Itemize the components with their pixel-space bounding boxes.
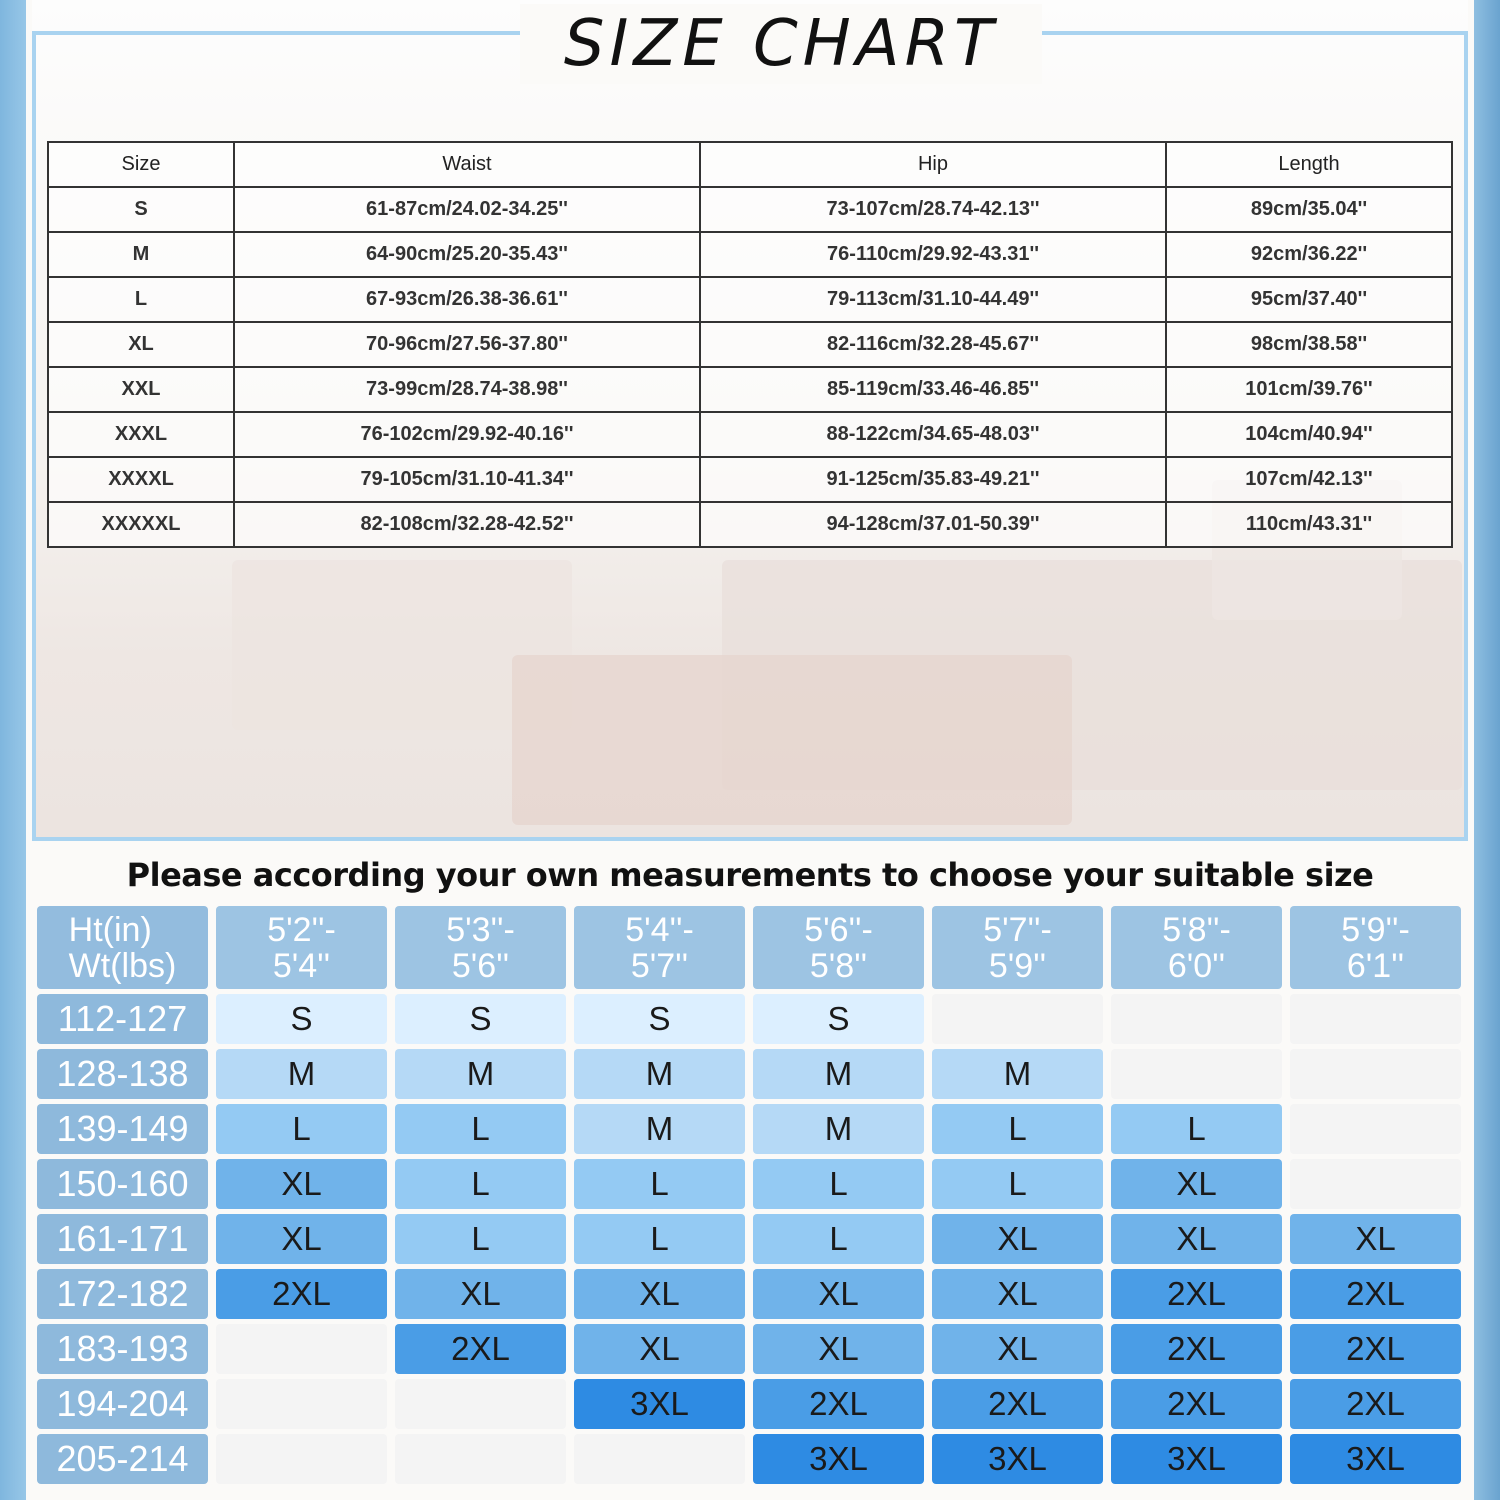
weight-label: 112-127 (37, 994, 208, 1044)
frame-line-right (1464, 31, 1468, 841)
size-recommendation-cell: L (216, 1104, 387, 1154)
size-recommendation-cell: XL (753, 1269, 924, 1319)
size-recommendation-cell: M (574, 1049, 745, 1099)
size-recommendation-cell: L (753, 1214, 924, 1264)
hip-cell: 91-125cm/35.83-49.21'' (700, 457, 1166, 502)
empty-cell (395, 1434, 566, 1484)
header-length: Length (1166, 142, 1452, 187)
size-recommendation-cell: S (753, 994, 924, 1044)
weight-label: 161-171 (37, 1214, 208, 1264)
size-recommendation-cell: S (395, 994, 566, 1044)
page-title: SIZE CHART (520, 4, 1042, 84)
size-cell: XXXXL (48, 457, 234, 502)
height-header-text (1162, 912, 1231, 984)
size-recommendation-cell: L (395, 1214, 566, 1264)
size-recommendation-cell: L (395, 1159, 566, 1209)
size-recommendation-cell: S (574, 994, 745, 1044)
size-recommendation-cell: 3XL (1290, 1434, 1461, 1484)
empty-cell (216, 1379, 387, 1429)
size-chart-page (26, 0, 1474, 1500)
height-header-line: 5'3''- (446, 910, 515, 949)
weight-label: 139-149 (37, 1104, 208, 1154)
height-header (574, 906, 745, 989)
height-header-line: 5'4'' (272, 946, 331, 985)
grid-corner-label (37, 906, 208, 989)
frame-line-top-left (32, 31, 520, 35)
height-header (1111, 906, 1282, 989)
header-size: Size (48, 142, 234, 187)
height-header (1290, 906, 1461, 989)
size-recommendation-cell: XL (753, 1324, 924, 1374)
hip-cell: 79-113cm/31.10-44.49'' (700, 277, 1166, 322)
hip-cell: 88-122cm/34.65-48.03'' (700, 412, 1166, 457)
height-header-line: 5'2''- (267, 910, 336, 949)
height-header-line: 5'6'' (451, 946, 510, 985)
empty-cell (1111, 994, 1282, 1044)
frame-line-top-right (1042, 31, 1468, 35)
hip-cell: 85-119cm/33.46-46.85'' (700, 367, 1166, 412)
height-header-line: 5'8'' (809, 946, 868, 985)
height-weight-grid (37, 906, 1461, 1484)
height-header-line: 5'7'' (630, 946, 689, 985)
size-recommendation-cell: 2XL (1290, 1324, 1461, 1374)
corner-weight-label: Wt(lbs) (68, 946, 177, 985)
size-recommendation-cell: 2XL (1111, 1269, 1282, 1319)
waist-cell: 70-96cm/27.56-37.80'' (234, 322, 700, 367)
size-recommendation-cell: XL (1111, 1159, 1282, 1209)
size-recommendation-cell: 3XL (753, 1434, 924, 1484)
height-header-text (983, 912, 1052, 984)
table-row (48, 277, 1452, 322)
height-header-text (446, 912, 515, 984)
weight-label: 183-193 (37, 1324, 208, 1374)
size-recommendation-cell: XL (932, 1214, 1103, 1264)
frame-line-left (32, 31, 36, 841)
size-recommendation-cell: L (932, 1104, 1103, 1154)
size-recommendation-cell: L (753, 1159, 924, 1209)
size-recommendation-cell: 3XL (1111, 1434, 1282, 1484)
size-recommendation-cell: M (932, 1049, 1103, 1099)
size-recommendation-cell: 2XL (932, 1379, 1103, 1429)
height-header-line: 5'4''- (625, 910, 694, 949)
size-recommendation-cell: 2XL (1111, 1324, 1282, 1374)
frame-line-bottom (32, 837, 1468, 841)
size-recommendation-cell: L (1111, 1104, 1282, 1154)
size-recommendation-cell: 2XL (753, 1379, 924, 1429)
length-cell: 101cm/39.76'' (1166, 367, 1452, 412)
height-header-line: 5'8''- (1162, 910, 1231, 949)
table-row (48, 367, 1452, 412)
size-cell: XXL (48, 367, 234, 412)
empty-cell (1290, 1049, 1461, 1099)
header-hip: Hip (700, 142, 1166, 187)
size-recommendation-cell: 2XL (1111, 1379, 1282, 1429)
corner-height-label: Ht(in) (68, 910, 152, 949)
size-recommendation-cell: 3XL (932, 1434, 1103, 1484)
size-recommendation-cell: L (395, 1104, 566, 1154)
weight-label: 205-214 (37, 1434, 208, 1484)
table-row (48, 232, 1452, 277)
waist-cell: 76-102cm/29.92-40.16'' (234, 412, 700, 457)
height-header-line: 5'9''- (1341, 910, 1410, 949)
height-header-line: 5'6''- (804, 910, 873, 949)
size-recommendation-cell: XL (216, 1159, 387, 1209)
size-cell: L (48, 277, 234, 322)
size-recommendation-cell: L (574, 1159, 745, 1209)
size-recommendation-cell: XL (216, 1214, 387, 1264)
instruction-text: Please according your own measurements to choose your suitable size (126, 856, 1374, 894)
weight-label: 128-138 (37, 1049, 208, 1099)
waist-cell: 82-108cm/32.28-42.52'' (234, 502, 700, 547)
weight-label: 194-204 (37, 1379, 208, 1429)
waist-cell: 67-93cm/26.38-36.61'' (234, 277, 700, 322)
size-cell: XL (48, 322, 234, 367)
hip-cell: 76-110cm/29.92-43.31'' (700, 232, 1166, 277)
empty-cell (574, 1434, 745, 1484)
size-recommendation-cell: XL (932, 1269, 1103, 1319)
size-recommendation-cell: L (574, 1214, 745, 1264)
measurement-table-body (48, 187, 1452, 547)
size-recommendation-cell: S (216, 994, 387, 1044)
size-cell: M (48, 232, 234, 277)
height-header (216, 906, 387, 989)
coffee-table-shape (512, 655, 1072, 825)
size-recommendation-cell: XL (932, 1324, 1103, 1374)
size-recommendation-cell: 2XL (1290, 1379, 1461, 1429)
size-recommendation-cell: M (216, 1049, 387, 1099)
height-header (932, 906, 1103, 989)
size-recommendation-cell: XL (574, 1324, 745, 1374)
length-cell: 104cm/40.94'' (1166, 412, 1452, 457)
size-recommendation-cell: 3XL (574, 1379, 745, 1429)
height-header (395, 906, 566, 989)
size-recommendation-cell: 2XL (1290, 1269, 1461, 1319)
height-header-line: 6'0'' (1167, 946, 1226, 985)
height-header-line: 5'9'' (988, 946, 1047, 985)
length-cell: 92cm/36.22'' (1166, 232, 1452, 277)
height-header-text (1341, 912, 1410, 984)
size-recommendation-cell: XL (574, 1269, 745, 1319)
length-cell: 98cm/38.58'' (1166, 322, 1452, 367)
size-cell: XXXXXL (48, 502, 234, 547)
waist-cell: 64-90cm/25.20-35.43'' (234, 232, 700, 277)
table-row (48, 187, 1452, 232)
waist-cell: 73-99cm/28.74-38.98'' (234, 367, 700, 412)
table-row (48, 412, 1452, 457)
waist-cell: 79-105cm/31.10-41.34'' (234, 457, 700, 502)
height-header-text (804, 912, 873, 984)
size-recommendation-cell: L (932, 1159, 1103, 1209)
size-cell: S (48, 187, 234, 232)
empty-cell (395, 1379, 566, 1429)
weight-label: 172-182 (37, 1269, 208, 1319)
size-cell: XXXL (48, 412, 234, 457)
length-cell: 89cm/35.04'' (1166, 187, 1452, 232)
height-header-line: 5'7''- (983, 910, 1052, 949)
size-recommendation-cell: M (574, 1104, 745, 1154)
size-recommendation-cell: XL (1111, 1214, 1282, 1264)
empty-cell (216, 1324, 387, 1374)
height-header (753, 906, 924, 989)
header-waist: Waist (234, 142, 700, 187)
height-header-line: 6'1'' (1346, 946, 1405, 985)
empty-cell (1290, 994, 1461, 1044)
height-header-text (625, 912, 694, 984)
size-recommendation-cell: M (753, 1049, 924, 1099)
empty-cell (1290, 1159, 1461, 1209)
size-recommendation-cell: XL (395, 1269, 566, 1319)
table-row (48, 457, 1452, 502)
empty-cell (1290, 1104, 1461, 1154)
empty-cell (932, 994, 1103, 1044)
size-recommendation-cell: XL (1290, 1214, 1461, 1264)
measurement-table-header-row (48, 142, 1452, 187)
empty-cell (1111, 1049, 1282, 1099)
empty-cell (216, 1434, 387, 1484)
length-cell: 107cm/42.13'' (1166, 457, 1452, 502)
height-header-text (267, 912, 336, 984)
length-cell: 110cm/43.31'' (1166, 502, 1452, 547)
weight-label: 150-160 (37, 1159, 208, 1209)
size-recommendation-cell: M (395, 1049, 566, 1099)
measurement-table (47, 141, 1453, 548)
table-row (48, 502, 1452, 547)
size-recommendation-cell: 2XL (395, 1324, 566, 1374)
table-row (48, 322, 1452, 367)
length-cell: 95cm/37.40'' (1166, 277, 1452, 322)
waist-cell: 61-87cm/24.02-34.25'' (234, 187, 700, 232)
size-recommendation-cell: M (753, 1104, 924, 1154)
hip-cell: 82-116cm/32.28-45.67'' (700, 322, 1166, 367)
hip-cell: 73-107cm/28.74-42.13'' (700, 187, 1166, 232)
hip-cell: 94-128cm/37.01-50.39'' (700, 502, 1166, 547)
size-recommendation-cell: 2XL (216, 1269, 387, 1319)
